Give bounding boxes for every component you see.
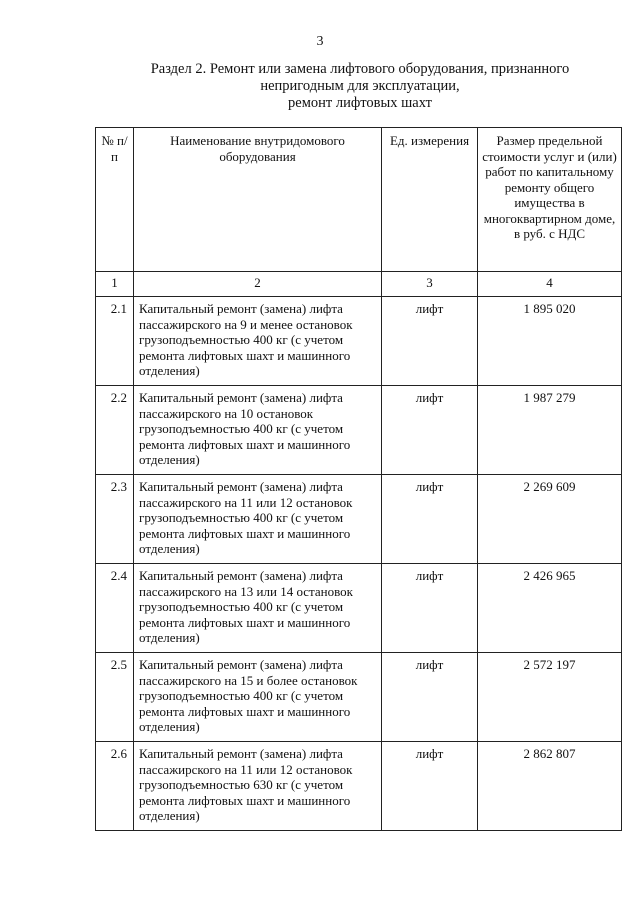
header-equipment-name: Наименование внутридомового оборудования [134, 128, 382, 272]
table-row [96, 297, 622, 386]
equipment-name: Капитальный ремонт (замена) лифта пассажирского на 11 или 12 остановок грузоподъемностью 400 кг (с учетом ремонта лифтовых шахт и машинного отделения) [134, 475, 382, 564]
equipment-name: Капитальный ремонт (замена) лифта пассажирского на 13 или 14 остановок грузоподъемностью 400 кг (с учетом ремонта лифтовых шахт и машинного отделения) [134, 564, 382, 653]
row-number: 2.1 [96, 297, 134, 386]
unit: лифт [382, 386, 478, 475]
header-unit: Ед. измерения [382, 128, 478, 272]
section-title-line-2: непригодным для эксплуатации, [260, 78, 460, 94]
section-title-line-3: ремонт лифтовых шахт [288, 95, 432, 111]
column-number-row [96, 272, 622, 297]
equipment-name: Капитальный ремонт (замена) лифта пассажирского на 11 или 12 остановок грузоподъемностью 630 кг (с учетом ремонта лифтовых шахт и машинного отделения) [134, 742, 382, 831]
section-title-line-1: Раздел 2. Ремонт или замена лифтового оборудования, признанного [150, 61, 570, 77]
row-number: 2.4 [96, 564, 134, 653]
row-number: 2.3 [96, 475, 134, 564]
column-number: 4 [478, 272, 622, 297]
table-row [96, 564, 622, 653]
table-row [96, 653, 622, 742]
equipment-name: Капитальный ремонт (замена) лифта пассажирского на 15 и более остановок грузоподъемностью 400 кг (с учетом ремонта лифтовых шахт и машинного отделения) [134, 653, 382, 742]
unit: лифт [382, 564, 478, 653]
header-max-cost: Размер предельной стоимости услуг и (или) работ по капитальному ремонту общего имущества в многоквартирном доме, в руб. с НДС [478, 128, 622, 272]
column-number: 1 [96, 272, 134, 297]
max-cost: 2 269 609 [478, 475, 622, 564]
max-cost: 2 572 197 [478, 653, 622, 742]
table-row [96, 742, 622, 831]
max-cost: 2 862 807 [478, 742, 622, 831]
column-number: 3 [382, 272, 478, 297]
row-number: 2.2 [96, 386, 134, 475]
header-number: № п/п [96, 128, 134, 272]
row-number: 2.6 [96, 742, 134, 831]
section-title [100, 61, 620, 112]
row-number: 2.5 [96, 653, 134, 742]
unit: лифт [382, 742, 478, 831]
unit: лифт [382, 653, 478, 742]
equipment-name: Капитальный ремонт (замена) лифта пассажирского на 9 и менее остановок грузоподъемностью 400 кг (с учетом ремонта лифтовых шахт и машинного отделения) [134, 297, 382, 386]
lift-equipment-table [95, 127, 622, 831]
table-header-row [96, 128, 622, 272]
max-cost: 2 426 965 [478, 564, 622, 653]
table-row [96, 475, 622, 564]
column-number: 2 [134, 272, 382, 297]
max-cost: 1 987 279 [478, 386, 622, 475]
table-row [96, 386, 622, 475]
page-number: 3 [316, 34, 324, 49]
unit: лифт [382, 475, 478, 564]
max-cost: 1 895 020 [478, 297, 622, 386]
equipment-name: Капитальный ремонт (замена) лифта пассажирского на 10 остановок грузоподъемностью 400 кг (с учетом ремонта лифтовых шахт и машинного отделения) [134, 386, 382, 475]
unit: лифт [382, 297, 478, 386]
